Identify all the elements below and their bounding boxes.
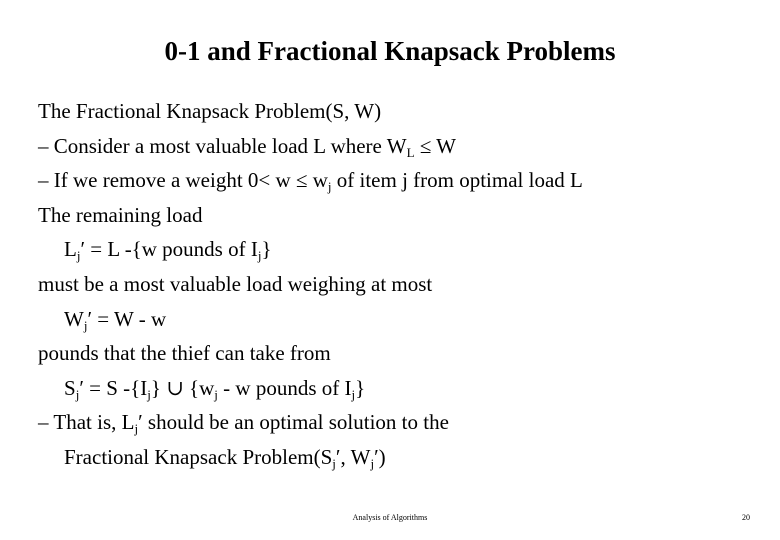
subscript: j <box>332 455 336 471</box>
slide-body <box>38 94 758 475</box>
footer-course-name: Analysis of Algorithms <box>352 513 428 522</box>
text-segment: L <box>64 237 77 262</box>
text-segment: must be a most valuable load weighing at most <box>38 271 433 296</box>
subscript: j <box>257 248 262 264</box>
subscript: L <box>406 144 415 160</box>
body-line <box>38 94 758 129</box>
subscript: j <box>327 179 332 195</box>
subscript: j <box>75 386 80 402</box>
body-line <box>38 440 758 475</box>
text-segment: W <box>64 306 84 331</box>
subscript: j <box>147 386 151 402</box>
body-line <box>38 129 758 164</box>
text-segment: - w pounds of I <box>217 375 352 400</box>
subscript: j <box>214 386 218 402</box>
text-segment: } <box>355 375 366 400</box>
body-line <box>38 267 758 302</box>
subscript: j <box>76 248 81 264</box>
text-segment: } ∪ {w <box>150 375 215 400</box>
text-segment: of item j from optimal load L <box>331 168 583 193</box>
body-line <box>38 232 758 267</box>
text-segment: ′ should be an optimal solution to the <box>138 410 449 435</box>
body-line <box>38 198 758 233</box>
text-segment: The remaining load <box>38 202 203 227</box>
body-line <box>38 336 758 371</box>
text-segment: ′) <box>374 444 386 469</box>
text-segment: ′ = S -{I <box>79 375 148 400</box>
text-segment: ′ = W - w <box>87 306 167 331</box>
text-segment: pounds that the thief can take from <box>38 341 331 366</box>
body-line <box>38 371 758 406</box>
body-line <box>38 302 758 337</box>
text-segment: – That is, L <box>38 410 135 435</box>
text-segment: Fractional Knapsack Problem(S <box>64 444 333 469</box>
subscript: j <box>83 317 88 333</box>
text-segment: S <box>64 375 76 400</box>
footer-page-number: 20 <box>742 513 750 522</box>
text-segment: } <box>261 237 272 262</box>
subscript: j <box>134 421 139 437</box>
slide-title: 0-1 and Fractional Knapsack Problems <box>164 36 616 66</box>
text-segment: The Fractional Knapsack Problem(S, W) <box>38 99 382 123</box>
text-segment: ≤ W <box>414 133 456 158</box>
text-segment: ′, W <box>335 444 371 469</box>
body-line <box>38 405 758 440</box>
text-segment: – If we remove a weight 0< w ≤ w <box>38 168 328 193</box>
body-line <box>38 163 758 198</box>
subscript: j <box>351 386 356 402</box>
text-segment: ′ = L -{w pounds of I <box>80 237 258 262</box>
text-segment: – Consider a most valuable load L where W <box>38 133 407 158</box>
subscript: j <box>370 455 375 471</box>
